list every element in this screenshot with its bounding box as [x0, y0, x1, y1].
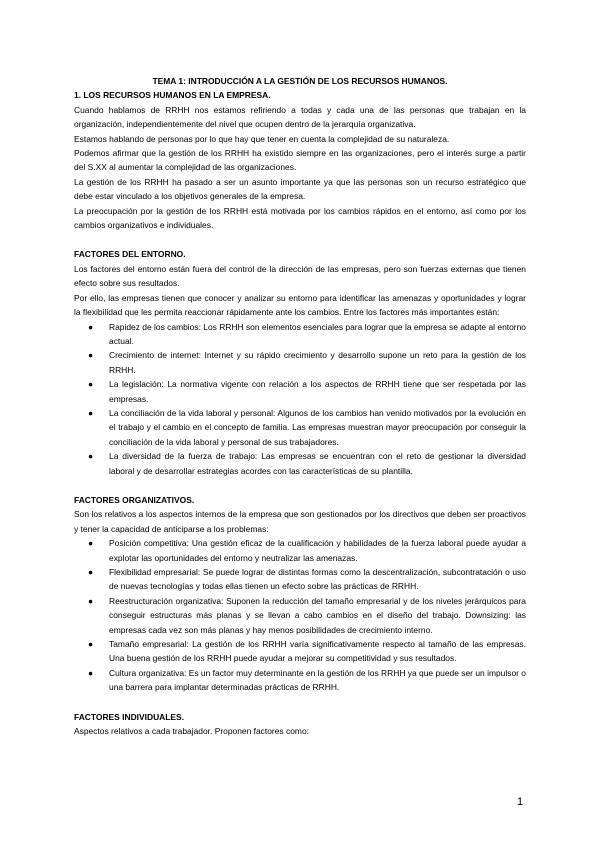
list-item-text: Tamaño empresarial: La gestión de los RRHH varía significativamente respecto al tamaño de las empresas. Una buena gestión de los RRHH puede ayudar a mejorar su competitividad y sus resultados.: [109, 639, 526, 664]
section-heading-factores-entorno: FACTORES DEL ENTORNO.: [74, 249, 186, 260]
list-item: [74, 637, 526, 666]
list-item: [74, 377, 526, 406]
bullet-icon: ●: [88, 567, 94, 577]
section-heading-factores-organizativos: FACTORES ORGANIZATIVOS.: [74, 494, 195, 505]
spacer: [74, 478, 526, 493]
list-item: [74, 666, 526, 695]
paragraph: Son los relativos a los aspectos internos de la empresa que son gestionados por los directivos que deben ser proactivos y tener la capacidad de anticiparse a los problemas:: [74, 509, 526, 534]
bullet-list-organizativos: [74, 536, 526, 694]
list-item: [74, 565, 526, 594]
bullet-icon: ●: [88, 321, 94, 332]
list-item-text: Posición competitiva: Una gestión eficaz de la cualificación y habilidades de la fuerza laboral puede ayudar a explotar las oportunidades del entorno y neutralizar las amenazas.: [109, 538, 526, 563]
page-content: [74, 74, 526, 738]
list-item: [74, 348, 526, 377]
section-heading-factores-individuales: FACTORES INDIVIDUALES.: [74, 711, 185, 722]
list-item: [74, 406, 526, 449]
paragraph: Podemos afirmar que la gestión de los RRHH ha existido siempre en las organizaciones, pero el interés surge a partir del S.XX al aumentar la complejidad de las organizaciones.: [74, 148, 526, 173]
document-title: TEMA 1: INTRODUCCIÓN A LA GESTIÓN DE LOS RECURSOS HUMANOS.: [152, 76, 448, 86]
list-item-text: Flexibilidad empresarial: Se puede lograr de distintas formas como la descentralización, subcontratación o uso de nuevas tecnologías y todas ellas tienen un efecto sobre las prácticas de RRHH.: [109, 567, 526, 592]
section-heading-recursos-humanos: 1. LOS RECURSOS HUMANOS EN LA EMPRESA.: [74, 90, 271, 101]
bullet-list-entorno: [74, 320, 526, 478]
list-item-text: La legislación: La normativa vigente con relación a los aspectos de RRHH tiene que ser respetada por las empresas.: [109, 379, 526, 404]
bullet-icon: ●: [88, 379, 94, 390]
list-item-text: Cultura organizativa: Es un factor muy determinante en la gestión de los RRHH ya que puede ser un impulsor o una barrera para implantar determinadas prácticas de RRHH.: [109, 667, 526, 693]
bullet-icon: ●: [88, 451, 94, 462]
paragraph: Estamos hablando de personas por lo que hay que tener en cuenta la complejidad de su naturaleza.: [74, 133, 450, 144]
list-item-text: La conciliación de la vida laboral y personal: Algunos de los cambios han venido motivados por la evolución en el trabajo y el cambio en el concepto de familia. Las empresas muestran mayor preocupación por conseguir la conciliación de la vida laboral y personal de sus trabajadores.: [109, 407, 526, 447]
list-item: [74, 594, 526, 637]
paragraph: Por ello, las empresas tienen que conocer y analizar su entorno para identificar las amenazas y oportunidades y lograr la flexibilidad que les permita reaccionar rápidamente ante los cambios. Entre los factores más importantes están:: [74, 292, 526, 318]
list-item-text: Rapidez de los cambios: Los RRHH son elementos esenciales para lograr que la empresa se adapte al entorno actual.: [109, 321, 526, 346]
paragraph: Los factores del entorno están fuera del control de la dirección de las empresas, pero son fuerzas externas que tienen efecto sobre sus resultados.: [74, 263, 526, 289]
list-item-text: La diversidad de la fuerza de trabajo: Las empresas se encuentran con el reto de gestionar la diversidad laboral y de desarrollar estrategias acordes con las características de su plantilla.: [109, 451, 526, 476]
bullet-icon: ●: [88, 667, 94, 678]
bullet-icon: ●: [88, 538, 94, 549]
list-item: [74, 536, 526, 565]
paragraph: La gestión de los RRHH ha pasado a ser un asunto importante ya que las personas son un recurso estratégico que debe estar vinculado a los objetivos generales de la empresa.: [74, 176, 526, 202]
paragraph: La preocupación por la gestión de los RRHH está motivada por los cambios rápidos en el entorno, así como por los cambios organizativos e individuales.: [74, 205, 526, 231]
paragraph: Aspectos relativos a cada trabajador. Proponen factores como:: [74, 726, 309, 737]
bullet-icon: ●: [88, 350, 94, 361]
bullet-icon: ●: [88, 595, 94, 606]
paragraph: Cuando hablamos de RRHH nos estamos refiriendo a todas y cada una de las personas que trabajan en la organización, independientemente del nivel que ocupen dentro de la jerarquía organizativa.: [74, 104, 526, 130]
page-number: 1: [517, 796, 524, 808]
bullet-icon: ●: [88, 407, 94, 418]
spacer: [74, 232, 526, 247]
list-item: [74, 320, 526, 349]
spacer: [74, 695, 526, 710]
list-item-text: Reestructuración organizativa: Suponen la reducción del tamaño empresarial y de los niveles jerárquicos para conseguir estructuras más planas y se llevan a cabo cambios en el diseño del trabajo. Downsizing: las empresas cada vez son más planas y hay menos posibilidades de crecimiento interno.: [109, 595, 526, 635]
list-item-text: Crecimiento de internet: Internet y su rápido crecimiento y desarrollo supone un reto para la gestión de los RRHH.: [109, 350, 526, 375]
bullet-icon: ●: [88, 639, 94, 650]
list-item: [74, 449, 526, 478]
